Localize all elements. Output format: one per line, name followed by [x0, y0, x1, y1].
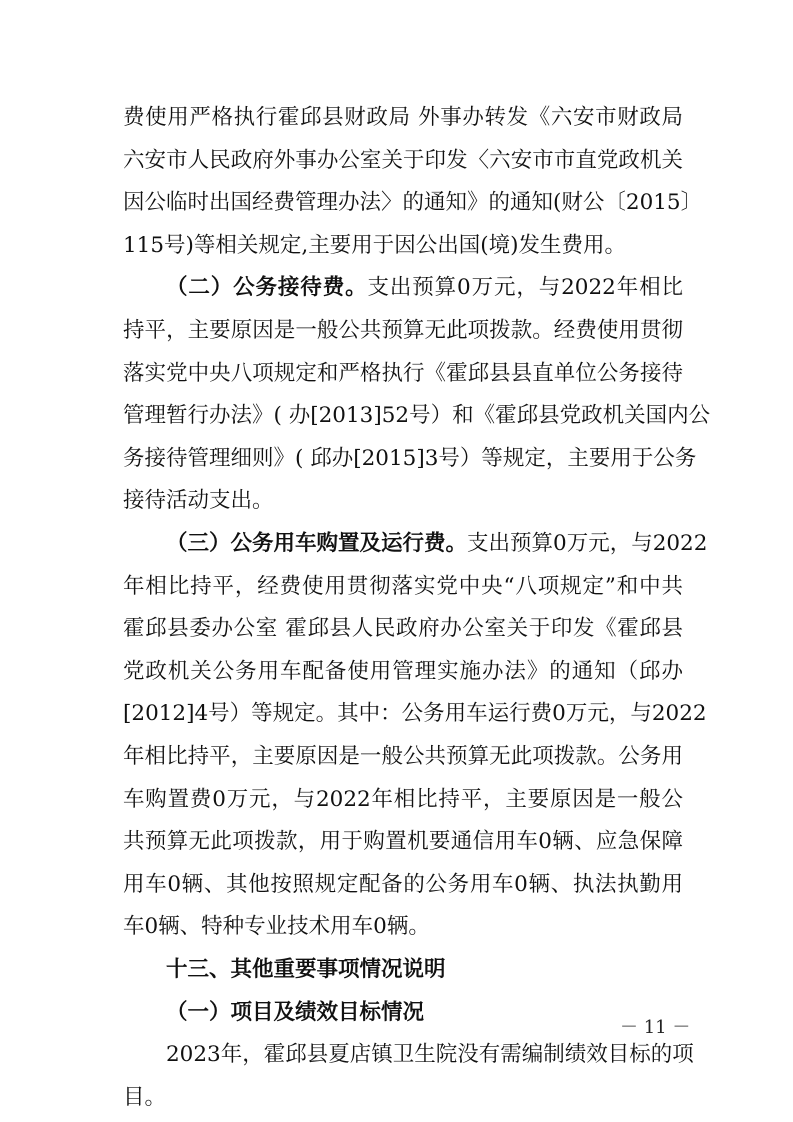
paragraph-line: 车0辆、特种专业技术用车0辆。: [123, 914, 430, 940]
paragraph-line: [2012]4号）等规定。其中：公务用车运行费0万元，与2022: [123, 701, 707, 727]
paragraph-line: 落实党中央八项规定和严格执行《霍邱县县直单位公务接待: [123, 360, 683, 386]
paragraph-line: 因公临时出国经费管理办法〉的通知》的通知(财公〔2015〕: [123, 190, 703, 216]
paragraph-line: 2023年，霍邱县夏店镇卫生院没有需编制绩效目标的项: [166, 1042, 694, 1068]
section-13-heading: 十三、其他重要事项情况说明: [166, 957, 446, 982]
paragraph-line: 务接待管理细则》( 邱办[2015]3号）等规定，主要用于公务: [123, 445, 697, 471]
section-2-first-line: [166, 274, 683, 302]
paragraph-line: 年相比持平，经费使用贯彻落实党中央“八项规定”和中共: [123, 573, 683, 599]
paragraph-line: 115号)等相关规定,主要用于因公出国(境)发生费用。: [123, 232, 627, 258]
paragraph-line: 费使用严格执行霍邱县财政局 外事办转发《六安市财政局: [123, 105, 683, 130]
paragraph-line: 六安市人民政府外事办公室关于印发〈六安市市直党政机关: [123, 147, 683, 173]
page-number: － 11 －: [620, 1017, 691, 1038]
paragraph-line: 党政机关公务用车配备使用管理实施办法》的通知（邱办: [123, 658, 683, 684]
section-3-first-line-rest: 支出预算0万元，与2022: [467, 531, 708, 556]
paragraph-line: 持平，主要原因是一般公共预算无此项拨款。经费使用贯彻: [123, 318, 683, 343]
paragraph-line: 管理暂行办法》( 办[2013]52号）和《霍邱县党政机关国内公: [123, 403, 711, 429]
section-2-heading: （二）公务接待费。: [166, 275, 368, 301]
paragraph-line: 车购置费0万元，与2022年相比持平，主要原因是一般公: [123, 786, 683, 812]
section-3-first-line: [166, 530, 708, 558]
section-3-heading: （三）公务用车购置及运行费。: [166, 531, 468, 556]
section-2-first-line-rest: 支出预算0万元，与2022年相比: [367, 275, 683, 301]
paragraph-line: 目。: [123, 1084, 167, 1110]
paragraph-line: 用车0辆、其他按照规定配备的公务用车0辆、执法执勤用: [123, 871, 683, 897]
paragraph-line: 共预算无此项拨款，用于购置机要通信用车0辆、应急保障: [123, 829, 683, 855]
section-13-sub-heading: （一）项目及绩效目标情况: [166, 999, 425, 1025]
paragraph-line: 年相比持平，主要原因是一般公共预算无此项拨款。公务用: [123, 744, 683, 769]
paragraph-line: 霍邱县委办公室 霍邱县人民政府办公室关于印发《霍邱县: [123, 616, 683, 642]
paragraph-line: 接待活动支出。: [123, 488, 274, 514]
